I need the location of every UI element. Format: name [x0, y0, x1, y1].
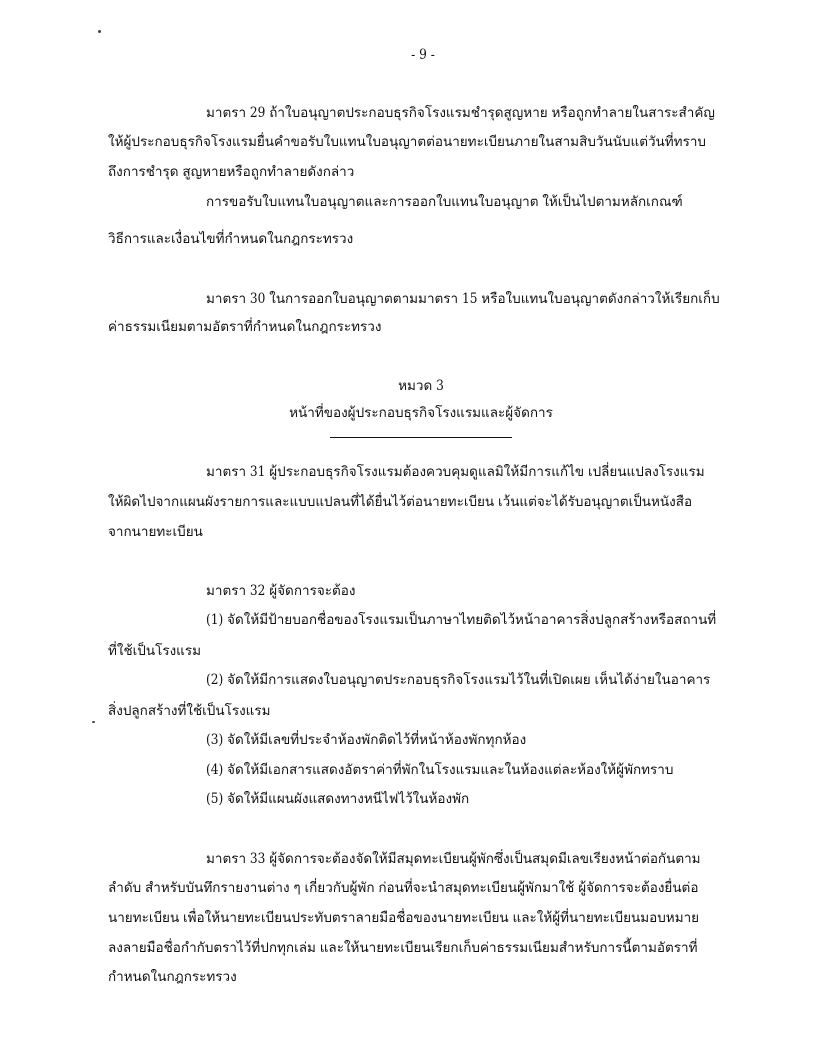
section-29-line: วิธีการและเงื่อนไขที่กำหนดในกฎกระทรวง — [108, 231, 354, 247]
section-32-item-5: (5) จัดให้มีแผนผังแสดงทางหนีไฟไว้ในห้องพัก — [206, 791, 470, 807]
section-31-heading-line: มาตรา 31 ผู้ประกอบธุรกิจโรงแรมต้องควบคุมดูแลมิให้มีการแก้ไข เปลี่ยนแปลงโรงแรม — [206, 464, 705, 480]
section-31-line: ให้ผิดไปจากแผนผังรายการและแบบแปลนที่ได้ยื่นไว้ต่อนายทะเบียน เว้นแต่จะได้รับอนุญาตเป็นหนังสือ — [108, 494, 693, 510]
section-30-line: ค่าธรรมเนียมตามอัตราที่กำหนดในกฎกระทรวง — [108, 319, 382, 335]
section-33-line: กำหนดในกฎกระทรวง — [108, 969, 237, 985]
section-33-line: นายทะเบียน เพื่อให้นายทะเบียนประทับตราลายมือชื่อของนายทะเบียน และให้ผู้ที่นายทะเบียนมอบหมาย — [108, 910, 700, 926]
chapter-title: หน้าที่ของผู้ประกอบธุรกิจโรงแรมและผู้จัดการ — [289, 405, 553, 421]
scan-speck — [92, 721, 95, 723]
section-32-item-3: (3) จัดให้มีเลขที่ประจำห้องพักติดไว้ที่หน้าห้องพักทุกห้อง — [206, 732, 527, 748]
section-32-heading-line: มาตรา 32 ผู้จัดการจะต้อง — [206, 583, 356, 599]
section-30-heading-line: มาตรา 30 ในการออกใบอนุญาตตามมาตรา 15 หรือใบแทนใบอนุญาตดังกล่าวให้เรียกเก็บ — [206, 291, 720, 307]
chapter-underline — [330, 437, 512, 438]
section-33-line: ลงลายมือชื่อกำกับตราไว้ที่ปกทุกเล่ม และให้นายทะเบียนเรียกเก็บค่าธรรมเนียมสำหรับการนี้ตามอัตราที่ — [108, 940, 698, 956]
section-32-item-2-continuation: สิ่งปลูกสร้างที่ใช้เป็นโรงแรม — [108, 703, 271, 719]
section-29-paragraph-line: การขอรับใบแทนใบอนุญาตและการออกใบแทนใบอนุญาต ให้เป็นไปตามหลักเกณฑ์ — [206, 194, 683, 210]
section-33-line: ลำดับ สำหรับบันทึกรายงานต่าง ๆ เกี่ยวกับผู้พัก ก่อนที่จะนำสมุดทะเบียนผู้พักมาใช้ ผู้จัดการจะต้องยื่นต่อ — [108, 880, 699, 896]
section-32-item-1: (1) จัดให้มีป้ายบอกชื่อของโรงแรมเป็นภาษาไทยติดไว้หน้าอาคารสิ่งปลูกสร้างหรือสถานที่ — [206, 612, 717, 628]
chapter-number: หมวด 3 — [398, 378, 444, 394]
section-29-line: ให้ผู้ประกอบธุรกิจโรงแรมยื่นคำขอรับใบแทนใบอนุญาตต่อนายทะเบียนภายในสามสิบวันนับแต่วันที่ทราบ — [108, 134, 706, 150]
section-33-heading-line: มาตรา 33 ผู้จัดการจะต้องจัดให้มีสมุดทะเบียนผู้พักซึ่งเป็นสมุดมีเลขเรียงหน้าต่อกันตาม — [206, 851, 701, 867]
section-29-line: ถึงการชำรุด สูญหายหรือถูกทำลายดังกล่าว — [108, 164, 355, 180]
section-32-item-2: (2) จัดให้มีการแสดงใบอนุญาตประกอบธุรกิจโรงแรมไว้ในที่เปิดเผย เห็นได้ง่ายในอาคาร — [206, 672, 711, 688]
section-29-heading-line: มาตรา 29 ถ้าใบอนุญาตประกอบธุรกิจโรงแรมชำรุดสูญหาย หรือถูกทำลายในสาระสำคัญ — [206, 105, 715, 121]
section-32-item-1-continuation: ที่ใช้เป็นโรงแรม — [108, 643, 202, 659]
section-32-item-4: (4) จัดให้มีเอกสารแสดงอัตราค่าที่พักในโรงแรมและในห้องแต่ละห้องให้ผู้พักทราบ — [206, 762, 674, 778]
section-31-line: จากนายทะเบียน — [108, 524, 203, 540]
scan-speck — [98, 30, 101, 33]
page-number: - 9 - — [411, 47, 435, 63]
